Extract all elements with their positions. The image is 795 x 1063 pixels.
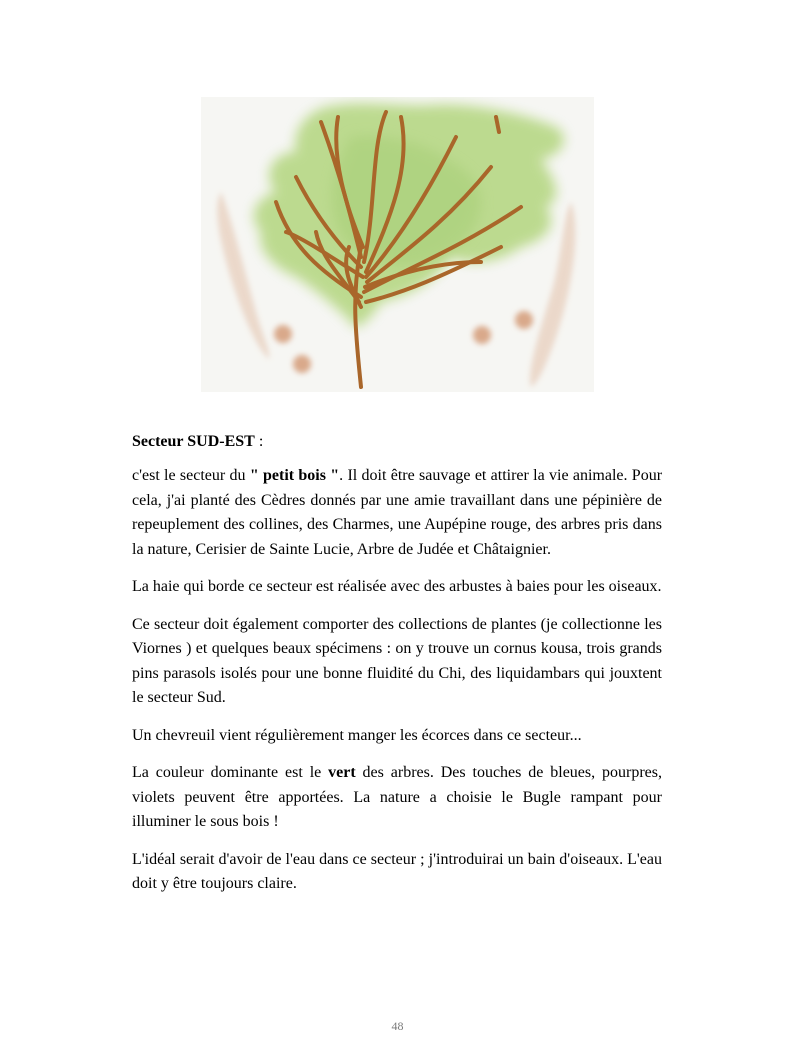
paragraph — [132, 464, 662, 562]
paragraph-text: . Il doit être sauvage et attirer la vie animale. Pour cela, j'ai planté des Cèdres donnés par une amie travaillant dans une pépinière de repeuplement des collines, des Charmes, une Aupépine rouge, des arbres pris dans la nature, Cerisier de Sainte Lucie, Arbre de Judée et Châtaignier. — [132, 467, 663, 558]
paragraph — [132, 761, 662, 835]
paragraph: Un chevreuil vient régulièrement manger les écorces dans ce secteur... — [132, 726, 582, 744]
section-title-suffix: : — [254, 433, 264, 450]
emphasis-text: " petit bois " — [249, 467, 340, 484]
pine-branch-illustration — [201, 97, 594, 392]
page-text — [132, 430, 662, 910]
paragraph: La haie qui borde ce secteur est réalisée avec des arbustes à baies pour les oiseaux. — [132, 578, 662, 595]
section-heading — [132, 430, 662, 454]
paragraph-text: c'est le secteur du — [132, 467, 250, 484]
paragraph: L'idéal serait d'avoir de l'eau dans ce secteur ; j'introduirai un bain d'oiseaux. L'eau doit y être toujours claire. — [132, 850, 662, 892]
section-title: Secteur SUD-EST — [132, 433, 255, 450]
pine-branch-watercolor-icon — [201, 97, 594, 392]
paragraph: Ce secteur doit également comporter des collections de plantes (je collectionne les Viornes ) et quelques beaux spécimens : on y trouve un cornus kousa, trois grands pins parasols isolés pour une bonne fluidité du Chi, des liquidambars qui jouxtent le secteur Sud. — [132, 615, 662, 706]
paragraph-text: La couleur dominante est le — [132, 764, 329, 781]
emphasis-text: vert — [328, 764, 356, 781]
page-number: 48 — [391, 1019, 404, 1033]
paragraph-text: des arbres. Des touches de bleues, pourpres, violets peuvent être apportées. La nature a choisie le Bugle rampant pour illuminer le sous bois ! — [132, 764, 662, 830]
